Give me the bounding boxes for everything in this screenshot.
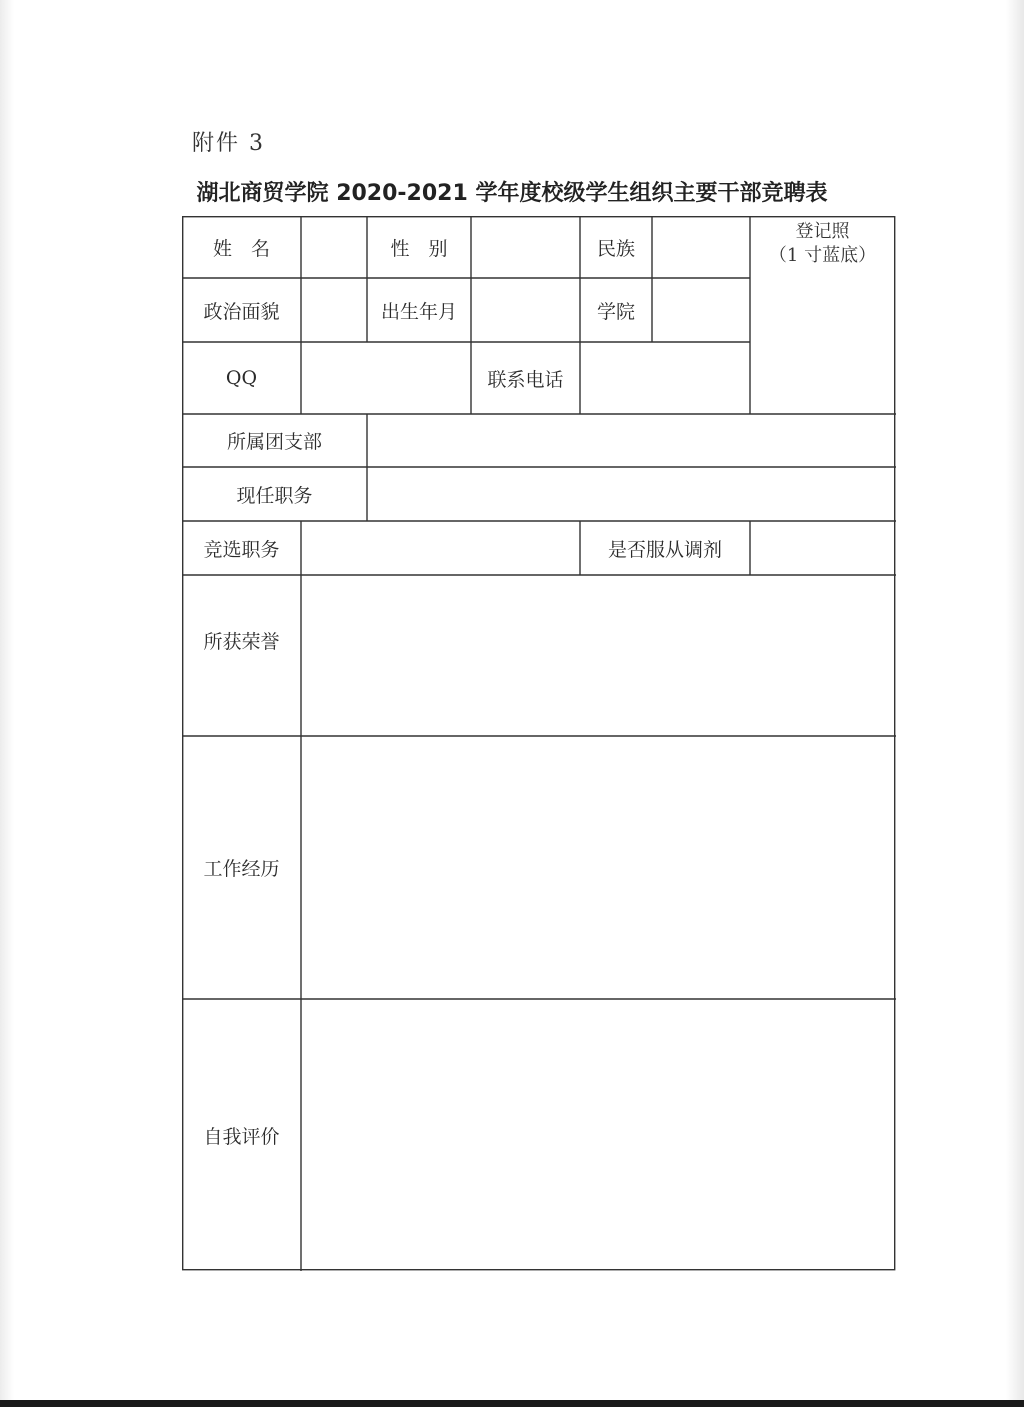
photo-area[interactable] <box>750 220 895 268</box>
honors-label: 所获荣誉 <box>203 630 280 653</box>
photo-label-title: 登记照 <box>795 221 850 242</box>
scan-shadow-left <box>0 0 14 1400</box>
self-evaluation-field[interactable] <box>301 999 895 1271</box>
current-position-label: 现任职务 <box>236 484 313 507</box>
name-label: 姓 名 <box>212 237 270 260</box>
scan-bottom-bar <box>0 1400 1024 1407</box>
ethnicity-label: 民族 <box>596 237 635 260</box>
political-status-label: 政治面貌 <box>203 300 280 323</box>
applied-position-field[interactable] <box>301 521 580 575</box>
qq-label: QQ <box>225 367 258 389</box>
accept-adjustment-field[interactable] <box>750 521 895 575</box>
political-status-field[interactable] <box>301 278 367 342</box>
current-position-field[interactable] <box>367 467 895 521</box>
work-experience-field[interactable] <box>301 736 895 999</box>
ethnicity-field[interactable] <box>652 216 750 278</box>
form-title: 湖北商贸学院 2020-2021 学年度校级学生组织主要干部竞聘表 <box>196 181 828 206</box>
attachment-label: 附件 3 <box>192 131 265 156</box>
gender-field[interactable] <box>471 216 580 278</box>
phone-field[interactable] <box>580 342 750 414</box>
qq-field[interactable] <box>301 342 471 414</box>
birth-date-label: 出生年月 <box>380 300 457 323</box>
accept-adjustment-label: 是否服从调剂 <box>607 538 722 561</box>
work-experience-label: 工作经历 <box>203 858 280 880</box>
name-field[interactable] <box>301 216 367 278</box>
honors-field[interactable] <box>301 575 895 736</box>
college-label: 学院 <box>596 300 635 323</box>
college-field[interactable] <box>652 278 750 342</box>
application-form-table <box>182 216 896 1271</box>
applied-position-label: 竞选职务 <box>203 538 280 561</box>
league-branch-field[interactable] <box>367 414 895 467</box>
birth-date-field[interactable] <box>471 278 580 342</box>
league-branch-label: 所属团支部 <box>226 431 322 453</box>
self-evaluation-label: 自我评价 <box>203 1125 280 1148</box>
photo-label-spec: （1 寸蓝底） <box>768 245 877 266</box>
scan-shadow-right <box>1006 0 1024 1400</box>
gender-label: 性 别 <box>390 237 448 260</box>
phone-label: 联系电话 <box>487 368 564 391</box>
